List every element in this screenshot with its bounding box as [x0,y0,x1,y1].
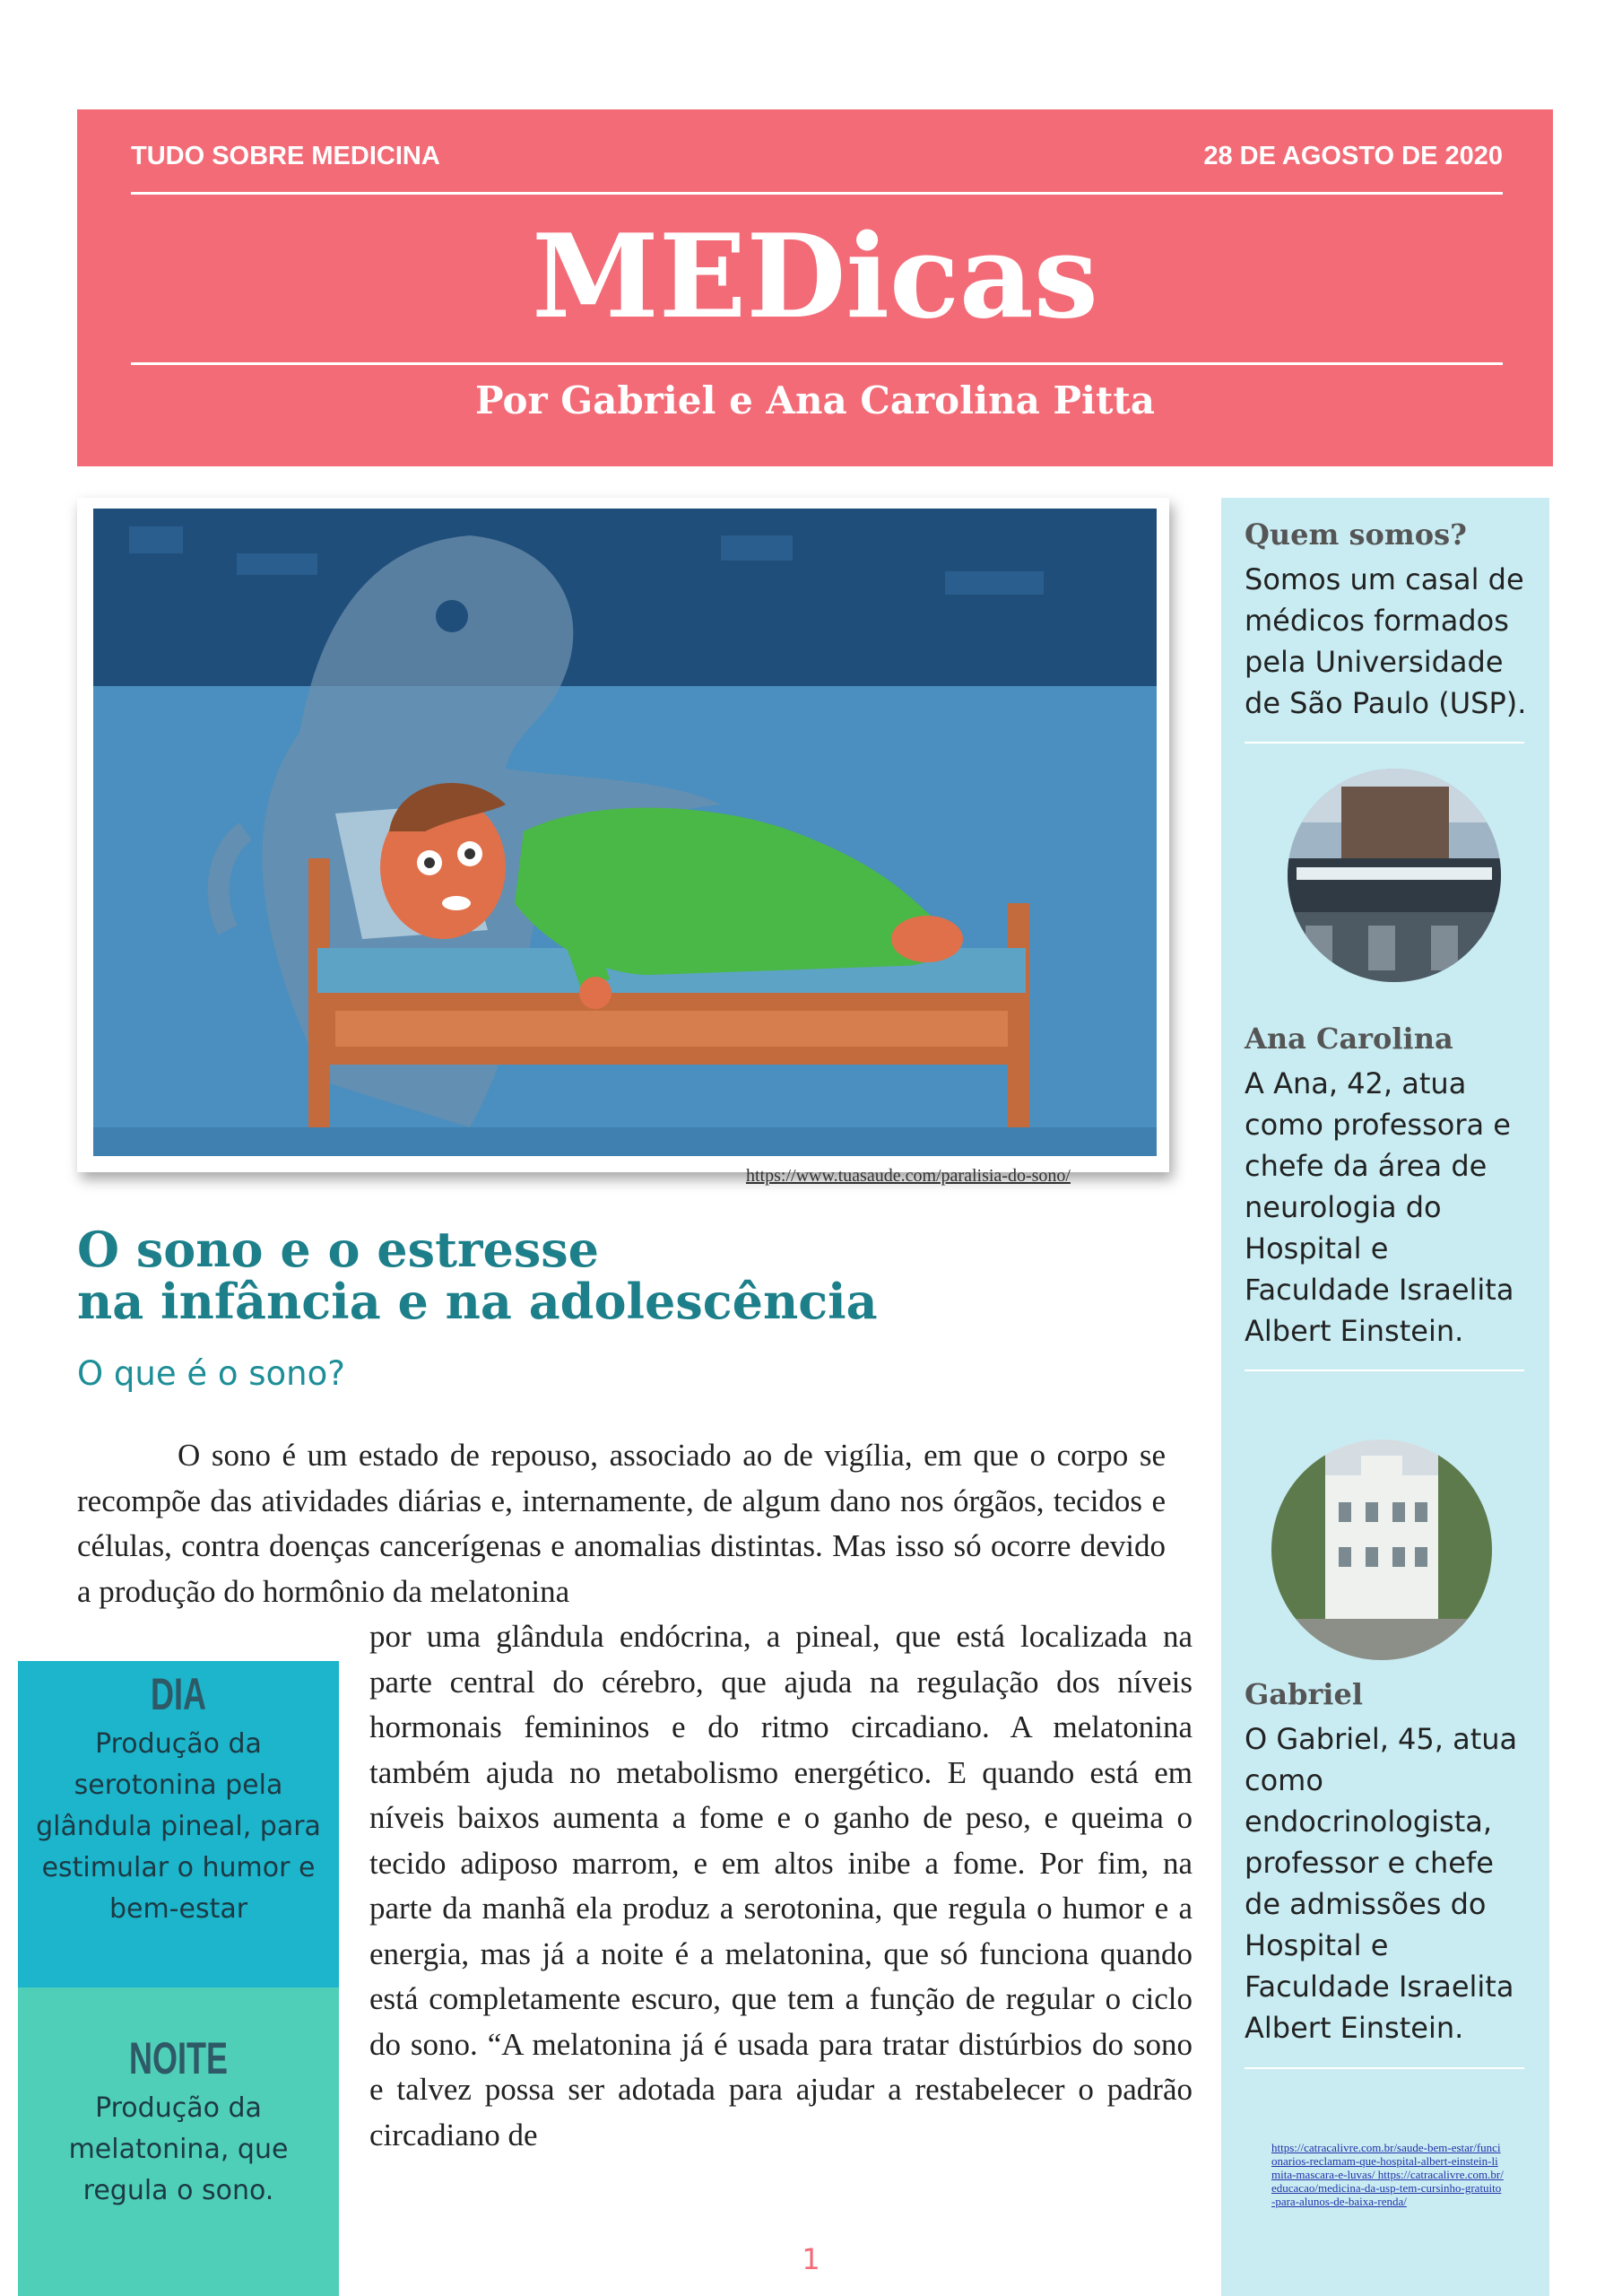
about-sidebar [1221,498,1549,2296]
night-box-title: NOITE [128,2033,229,2083]
day-box-title: DIA [150,1669,206,1719]
gabriel-text: O Gabriel, 45, atua como endocrinologista, professor e chefe de admissões do Hospital e Faculdade Israelita Albert Einstein. [1245,1722,1518,2045]
gabriel-heading: Gabriel [1245,1677,1363,1711]
about-text: Somos um casal de médicos formados pela Universidade de São Paulo (USP). [1245,562,1527,720]
day-box-text: Produção da serotonina pela glândula pineal, para estimular o humor e bem-estar [36,1728,321,1925]
article-paragraph-top: O sono é um estado de repouso, associado ao de vigília, em que o corpo se recompõe das atividades diárias e, internamente, de algum dano nos órgãos, tecidos e células, contra doenças cancerígenas e anomalias distintas. Mas isso só ocorre devido a produção do hormônio da melatonina [77,1438,1166,1609]
page-number: 1 [802,2242,820,2276]
sidebar-divider [1245,1370,1524,1371]
article-paragraph-continued: por uma glândula endócrina, a pineal, que está localizada na parte central do cérebro, que ajuda na regulação dos níveis hormonais femininos e do ritmo circadiano. A melatonina também ajuda no metabolismo energético. E quando está em níveis baixos aumenta a fome e o ganho de peso, e queima o tecido adiposo marrom, e em altos inibe a fome. Por fim, na parte da manhã ela produz a serotonina, que regula o humor e a energia, mas já a noite é a melatonina, que só funciona quando está completamente escuro, que tem a função de regular o ciclo do sono. “A melatonina já é usada para tratar distúrbios do sono e talvez possa ser adotada para ajudar a restabelecer o padrão circadiano de [369,1619,1193,2152]
article-headline [77,1221,1153,1330]
about-heading: Quem somos? [1245,517,1467,552]
masthead-rule-bottom [131,362,1503,365]
sidebar-divider [1245,742,1524,744]
sleep-paralysis-illustration [93,509,1157,1156]
ana-carolina-heading: Ana Carolina [1245,1022,1453,1056]
ana-carolina-text: A Ana, 42, atua como professora e chefe da área de neurologia do Hospital e Faculdade Israelita Albert Einstein. [1245,1066,1514,1348]
night-box-text: Produção da melatonina, que regula o sono. [68,2092,289,2206]
headline-line-1: O sono e o estresse [77,1221,599,1278]
day-info-box [18,1661,339,1987]
byline: Por Gabriel e Ana Carolina Pitta [475,378,1155,422]
newspaper-title: MEDicas [532,210,1098,344]
university-photo [1271,1439,1492,1660]
masthead [77,109,1553,466]
image-credit-link[interactable]: https://www.tuasaude.com/paralisia-do-sono/ [746,1166,1071,1186]
section-label: TUDO SOBRE MEDICINA [131,142,440,170]
hospital-photo [1288,769,1501,982]
photo-credit-links[interactable]: https://catracalivre.com.br/saude-bem-estar/funcionarios-reclamam-que-hospital-albert-einstein-limita-mascara-e-luvas/ https://catracalivre.com.br/educacao/medicina-da-usp-tem-cursinho-gratuito-para-alunos-de-baixa-renda/ [1271,2141,1504,2208]
issue-date: 28 DE AGOSTO DE 2020 [1203,142,1503,170]
hero-image-frame [77,498,1169,1172]
masthead-rule-top [131,192,1503,195]
sidebar-divider [1245,2067,1524,2069]
article-subhead: O que é o sono? [77,1354,345,1393]
headline-line-2: na infância e na adolescência [77,1272,878,1330]
